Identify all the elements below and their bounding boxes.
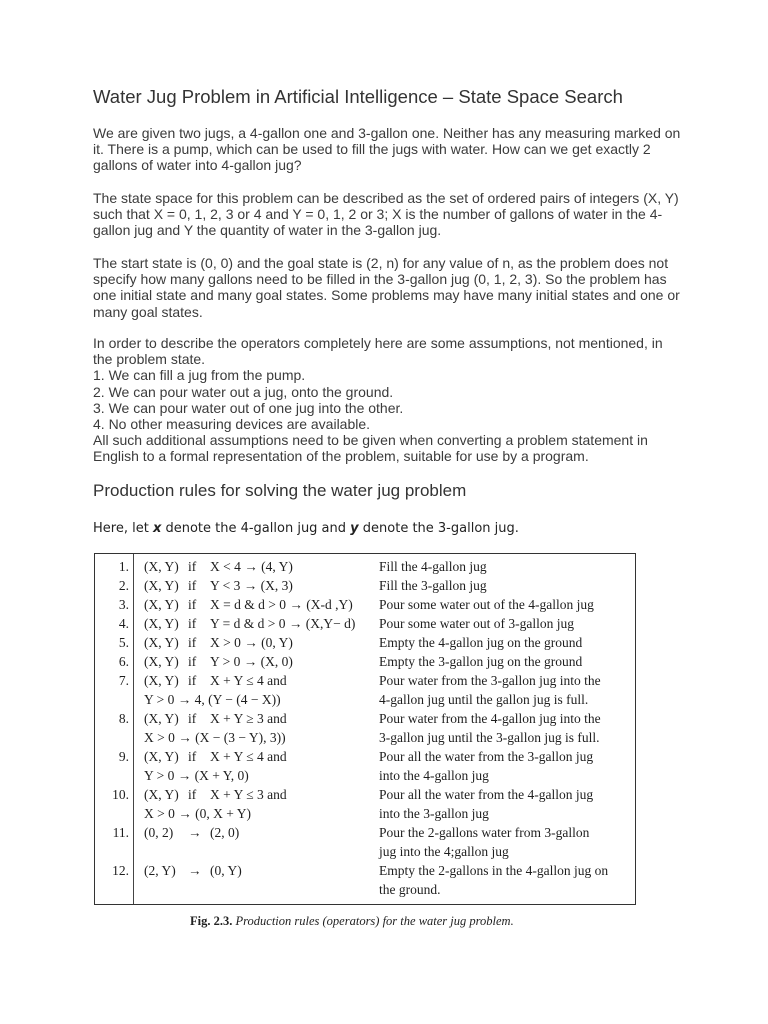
rule-state: (X, Y) bbox=[144, 654, 179, 669]
rule-description: Pour some water out of the 4-gallon jug bbox=[379, 597, 594, 612]
assumptions-list bbox=[93, 367, 683, 432]
rule-state: (X, Y) bbox=[144, 578, 179, 593]
rule-condition: (2, 0) bbox=[210, 825, 240, 840]
rule-description: Empty the 4-gallon jug on the ground bbox=[379, 635, 583, 650]
rule-condition: Y > 0 → (X, 0) bbox=[210, 654, 293, 669]
rule-number: 12. bbox=[112, 863, 129, 878]
intro-text-2: denote the 4-gallon jug and bbox=[161, 521, 351, 536]
rule-state: (2, Y) bbox=[144, 863, 176, 878]
rule-if: if bbox=[188, 787, 197, 802]
paragraph-intro: We are given two jugs, a 4-gallon one and 3-gallon one. Neither has any measuring marked on it. There is a pump, which can be used to fill the jugs with water. How can we get exactly 2 gallons of water into 4-gallon jug? bbox=[93, 125, 681, 174]
rule-condition-continued: Y > 0 → 4, (Y − (4 − X)) bbox=[144, 692, 281, 707]
rule-condition-continued: Y > 0 → (X + Y, 0) bbox=[144, 768, 249, 783]
rule-if: if bbox=[188, 616, 197, 631]
rule-description-continued: 3-gallon jug until the 3-gallon jug is full. bbox=[379, 730, 600, 745]
rule-if: → bbox=[188, 863, 202, 878]
rule-if: → bbox=[188, 825, 202, 840]
rule-state: (X, Y) bbox=[144, 597, 179, 612]
paragraph-state-space: The state space for this problem can be described as the set of ordered pairs of integers (X, Y) such that X = 0, 1, 2, 3 or 4 and Y = 0, 1, 2 or 3; X is the number of gallons of water in the 4-gallon jug and Y the quantity of water in the 3-gallon jug. bbox=[93, 190, 679, 239]
rule-condition: Y = d & d > 0 → (X,Y− d) bbox=[210, 616, 356, 631]
list-item: 2. We can pour water out a jug, onto the ground. bbox=[93, 383, 394, 400]
rule-if: if bbox=[188, 559, 197, 574]
intro-sentence bbox=[93, 521, 519, 536]
rule-state: (0, 2) bbox=[144, 825, 174, 840]
rule-if: if bbox=[188, 597, 197, 612]
rule-if: if bbox=[188, 654, 197, 669]
rule-number: 2. bbox=[118, 578, 129, 593]
rule-description: Pour the 2-gallons water from 3-gallon bbox=[379, 825, 590, 840]
intro-var-x: x bbox=[152, 521, 162, 536]
rule-if: if bbox=[188, 711, 197, 726]
rule-description: Pour all the water from the 4-gallon jug bbox=[379, 787, 594, 802]
rule-condition: X > 0 → (0, Y) bbox=[210, 635, 293, 650]
rule-description: Pour all the water from the 3-gallon jug bbox=[379, 749, 594, 764]
rule-if: if bbox=[188, 635, 197, 650]
list-item: 3. We can pour water out of one jug into the other. bbox=[93, 399, 404, 416]
rule-number: 1. bbox=[118, 559, 129, 574]
rule-number: 6. bbox=[118, 654, 129, 669]
rule-if: if bbox=[188, 578, 197, 593]
rule-description-continued: 4-gallon jug until the gallon jug is full. bbox=[379, 692, 589, 707]
figure-caption bbox=[190, 914, 514, 929]
rule-number: 4. bbox=[118, 616, 129, 631]
rule-condition: X + Y ≤ 3 and bbox=[210, 787, 287, 802]
rule-description: Pour some water out of 3-gallon jug bbox=[379, 616, 574, 631]
rule-description-continued: into the 4-gallon jug bbox=[379, 768, 489, 783]
rule-condition: X + Y ≥ 3 and bbox=[210, 711, 287, 726]
rule-condition: X + Y ≤ 4 and bbox=[210, 749, 287, 764]
rule-number: 7. bbox=[118, 673, 129, 688]
table-column-divider bbox=[133, 554, 134, 904]
rule-description: Pour water from the 4-gallon jug into the bbox=[379, 711, 601, 726]
rule-state: (X, Y) bbox=[144, 635, 179, 650]
rule-condition: (0, Y) bbox=[210, 863, 242, 878]
rule-number: 8. bbox=[118, 711, 129, 726]
paragraph-assumptions-intro: In order to describe the operators completely here are some assumptions, not mentioned, in the problem state. bbox=[93, 335, 663, 368]
rule-description-continued: the ground. bbox=[379, 882, 441, 897]
rule-description-continued: into the 3-gallon jug bbox=[379, 806, 489, 821]
rule-if: if bbox=[188, 673, 197, 688]
rule-number: 11. bbox=[112, 825, 129, 840]
rule-if: if bbox=[188, 749, 197, 764]
rule-description: Empty the 2-gallons in the 4-gallon jug on bbox=[379, 863, 609, 878]
paragraph-start-goal: The start state is (0, 0) and the goal state is (2, n) for any value of n, as the problem does not specify how many gallons need to be filled in the 3-gallon jug (0, 1, 2, 3). So the problem has one initial state and many goal states. Some problems may have many initial states and one or many goal states. bbox=[93, 255, 680, 320]
rule-condition: X = d & d > 0 → (X-d ,Y) bbox=[210, 597, 353, 612]
rule-number: 9. bbox=[118, 749, 129, 764]
rule-condition: X < 4 → (4, Y) bbox=[210, 559, 293, 574]
rule-state: (X, Y) bbox=[144, 616, 179, 631]
rule-state: (X, Y) bbox=[144, 787, 179, 802]
rule-number: 3. bbox=[118, 597, 129, 612]
rule-condition: Y < 3 → (X, 3) bbox=[210, 578, 293, 593]
rule-description: Pour water from the 3-gallon jug into the bbox=[379, 673, 601, 688]
rule-number: 10. bbox=[112, 787, 129, 802]
rule-state: (X, Y) bbox=[144, 749, 179, 764]
page-title: Water Jug Problem in Artificial Intelligence – State Space Search bbox=[93, 86, 623, 107]
list-item: 4. No other measuring devices are available. bbox=[93, 416, 371, 433]
list-item: 1. We can fill a jug from the pump. bbox=[93, 367, 306, 384]
rule-condition-continued: X > 0 → (X − (3 − Y), 3)) bbox=[144, 730, 286, 745]
rule-description: Empty the 3-gallon jug on the ground bbox=[379, 654, 583, 669]
rule-condition: X + Y ≤ 4 and bbox=[210, 673, 287, 688]
rule-description: Fill the 4-gallon jug bbox=[379, 559, 487, 574]
production-rules-table bbox=[94, 553, 636, 905]
intro-text-1: Here, let bbox=[93, 521, 153, 536]
paragraph-assumptions-note: All such additional assumptions need to be given when converting a problem statement in English to a formal representation of the problem, suitable for use by a program. bbox=[93, 432, 648, 465]
figure-caption-text: Production rules (operators) for the water jug problem. bbox=[232, 914, 514, 928]
intro-text-3: denote the 3-gallon jug. bbox=[358, 521, 519, 536]
assumptions-block bbox=[93, 335, 683, 465]
rule-state: (X, Y) bbox=[144, 673, 179, 688]
rule-condition-continued: X > 0 → (0, X + Y) bbox=[144, 806, 251, 821]
figure-label: Fig. 2.3. bbox=[190, 914, 233, 928]
intro-var-y: y bbox=[350, 521, 359, 536]
rule-state: (X, Y) bbox=[144, 559, 179, 574]
rule-number: 5. bbox=[118, 635, 129, 650]
rule-description-continued: jug into the 4;gallon jug bbox=[379, 844, 509, 859]
rule-state: (X, Y) bbox=[144, 711, 179, 726]
rule-description: Fill the 3-gallon jug bbox=[379, 578, 487, 593]
section-heading: Production rules for solving the water jug problem bbox=[93, 481, 467, 500]
